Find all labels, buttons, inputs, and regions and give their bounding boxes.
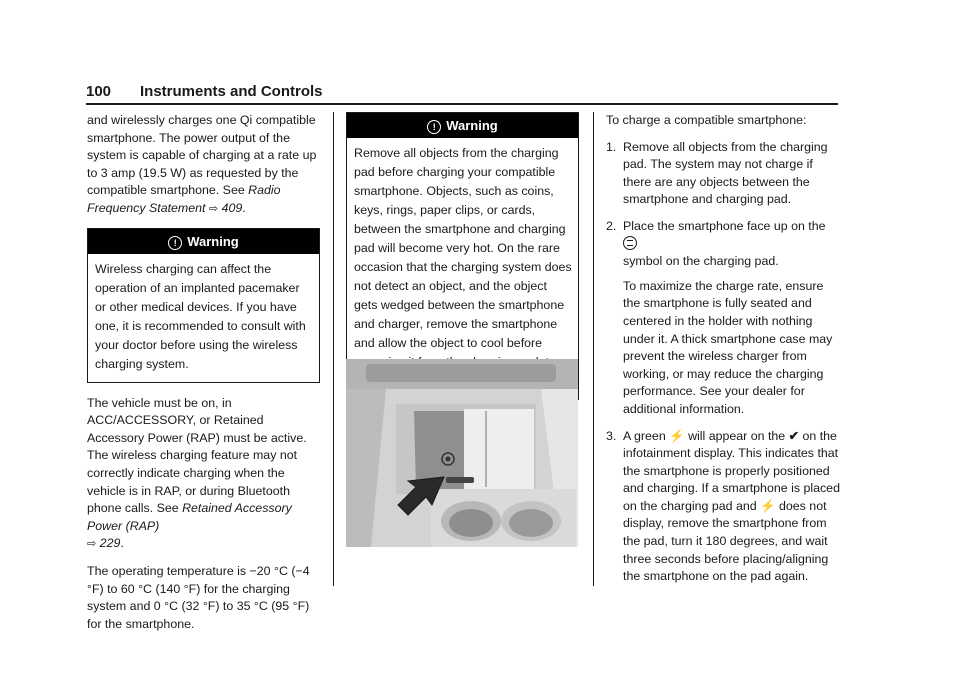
- cross-reference-link[interactable]: Retained Accessory Power (RAP): [87, 501, 292, 533]
- warning-header: ! Warning: [347, 113, 578, 138]
- temperature-paragraph: The operating temperature is −20 °C (−4 °F) to 60 °C (140 °F) for the charging system and 0 °C (32 °F) to 35 °C (95 °F) for the smartphone.: [87, 563, 310, 631]
- warning-box-objects: [346, 112, 579, 400]
- power-mode-paragraph: The vehicle must be on, in ACC/ACCESSORY, or Retained Accessory Power (RAP) must be active. The wireless charging feature may not correctly indicate charging when the vehicle is in RAP, or during Bluetooth phone calls. See Retained Accessory Power (RAP) ⇨ 229.: [87, 395, 307, 551]
- warning-text: Remove all objects from the charging pad before charging your compatible smartphone. Objects, such as coins, keys, rings, paper clips, or cards, between the smartphone and charging pad will become very hot. On the rare occasion that the charging system does not detect an object, and the object gets wedged between the smartphone and charger, remove the smartphone and allow the object to cool before: [354, 146, 572, 350]
- header-divider: [86, 103, 838, 105]
- lightning-bolt-icon: ⚡: [760, 498, 776, 513]
- reference-page[interactable]: 229: [99, 536, 121, 551]
- intro-paragraph: and wirelessly charges one Qi compatible smartphone. The power output of the system is capable of charging at a rate up to 3 amp (19.5 W) as requested by the compatible smartphone. See Radio Frequency Statement ⇨ 409.: [87, 113, 317, 215]
- lightning-bolt-icon: ⚡: [669, 428, 685, 443]
- charging-steps-list: [606, 139, 840, 586]
- charging-signal-icon: ✔: [788, 428, 800, 443]
- warning-box-pacemaker: [87, 228, 320, 383]
- page-reference-arrow-icon: ⇨: [87, 538, 97, 551]
- warning-text: Wireless charging can affect the operation of an implanted pacemaker or other medical devices. If you have one, it is recommended to consult with your doctor before using the wireless charging system.: [95, 261, 306, 371]
- list-item: 1. Remove all objects from the charging pad. The system may not charge if there are any objects between the smartphone and charging pad.: [606, 139, 828, 207]
- warning-header: ! Warning: [88, 229, 319, 254]
- step-note: To maximize the charge rate, ensure the smartphone is fully seated and centered in the holder with nothing under it. A thick smartphone case may prevent the wireless charger from working, or may reduce the charging performance. See your dealer for additional information.: [623, 278, 833, 416]
- warning-circle-icon: !: [427, 120, 441, 134]
- charging-pad-photo: [346, 359, 578, 547]
- list-item: 2. Place the smartphone face up on the symbol on the charging pad. To maximize the charge rate, ensure the smartphone is fully seated and centered in the holder with nothing under it. A thick smartphone case may prevent the wireless charger from working, or may reduce the charging performance. See your dealer for additional information.: [606, 218, 840, 419]
- warning-circle-icon: !: [168, 236, 182, 250]
- list-item: 3. A green ⚡ will appear on the ✔ on the infotainment display. This indicates that the smartphone is properly positioned and charging. If a smartphone is placed on the charging pad and ⚡ does not display, remove the smartphone from the pad, turn it 180 degrees, and wait three seconds before placing/aligning the smartphone on the pad again.: [606, 428, 840, 584]
- page-number: 100: [86, 83, 112, 100]
- section-title: Instruments and Controls: [140, 83, 323, 100]
- page-reference-arrow-icon: ⇨: [208, 202, 219, 215]
- column-divider: [593, 112, 594, 586]
- column-divider: [333, 112, 334, 586]
- cross-reference-link[interactable]: Radio Frequency Statement: [87, 183, 281, 215]
- reference-page[interactable]: 409: [221, 200, 243, 215]
- steps-lead: To charge a compatible smartphone:: [606, 113, 807, 127]
- column-3: [606, 112, 840, 595]
- charging-pad-illustration: [346, 359, 578, 547]
- qi-charging-symbol-icon: [623, 236, 637, 250]
- column-1: [87, 112, 320, 642]
